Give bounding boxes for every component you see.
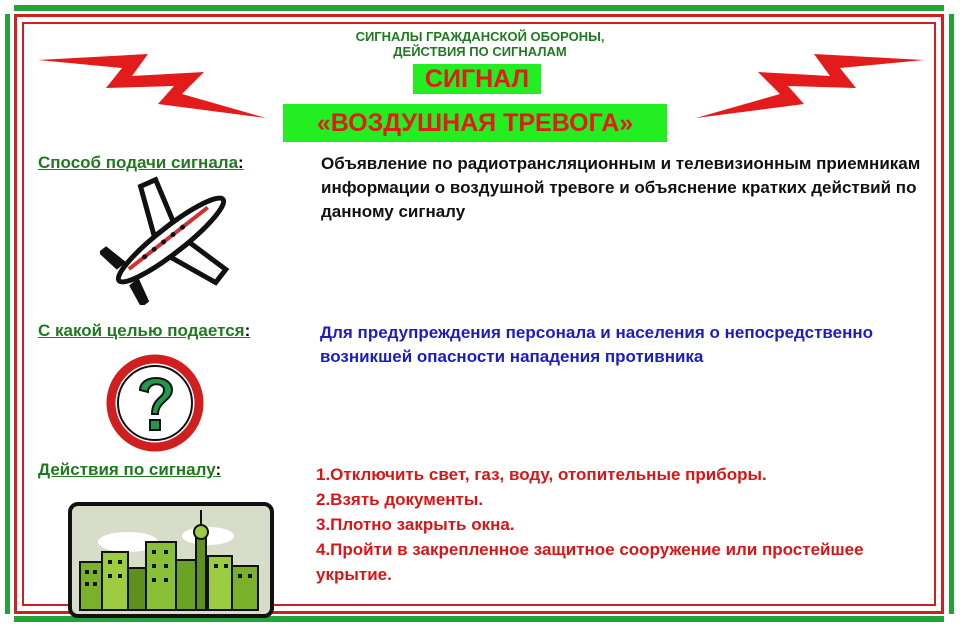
actions-list bbox=[316, 462, 926, 587]
header-line-2: ДЕЙСТВИЯ ПО СИГНАЛАМ bbox=[393, 44, 567, 59]
purpose-text: Для предупреждения персонала и населения о непосредственно возникшей опасности нападения противника bbox=[320, 323, 873, 366]
frame-green-right bbox=[949, 14, 954, 614]
signal-name: «ВОЗДУШНАЯ ТРЕВОГА» bbox=[283, 104, 667, 142]
header-line-1: СИГНАЛЫ ГРАЖДАНСКОЙ ОБОРОНЫ, bbox=[355, 29, 605, 44]
list-item: 1.Отключить свет, газ, воду, отопительные приборы. bbox=[316, 465, 767, 484]
frame-green-left bbox=[5, 14, 10, 614]
actions-label: Действия по сигналу: bbox=[38, 460, 222, 479]
method-label: Способ подачи сигнала: bbox=[38, 153, 244, 172]
list-item: 2.Взять документы. bbox=[316, 490, 484, 509]
airplane-icon bbox=[100, 175, 242, 305]
frame-green-top bbox=[14, 5, 944, 11]
method-text: Объявление по радиотрансляционным и телевизионным приемникам информации о воздушной тревоге и объяснение кратких действий по данному сигналу bbox=[321, 154, 921, 221]
signal-label: СИГНАЛ bbox=[413, 64, 541, 94]
lightning-bolt-icon bbox=[36, 46, 268, 122]
list-item: 3.Плотно закрыть окна. bbox=[316, 515, 515, 534]
purpose-label: С какой целью подается: bbox=[38, 321, 251, 340]
question-mark-icon bbox=[104, 352, 206, 454]
list-item: 4.Пройти в закрепленное защитное сооружение или простейшее укрытие. bbox=[316, 540, 864, 584]
city-skyline-icon bbox=[68, 502, 274, 618]
lightning-bolt-icon bbox=[694, 46, 926, 122]
